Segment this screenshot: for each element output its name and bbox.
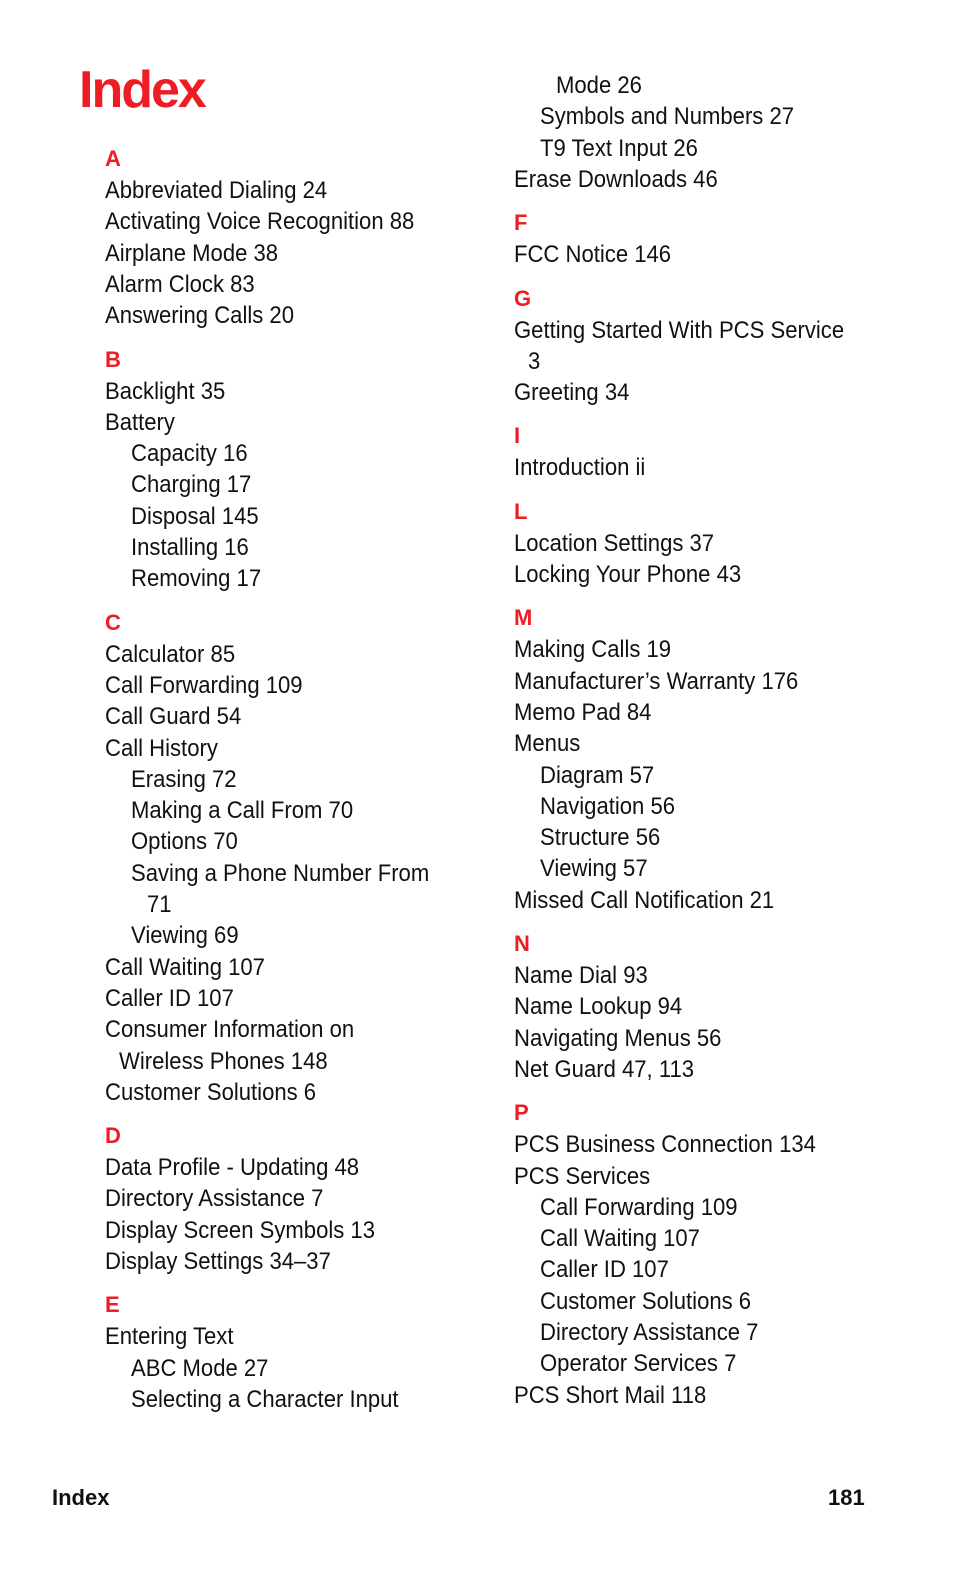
index-subentry: Call Waiting 107 [540,1225,700,1253]
index-letter-heading: N [514,931,530,956]
index-entry: Caller ID 107 [105,984,234,1012]
index-subentry: Charging 17 [131,471,252,499]
index-entry: FCC Notice 146 [514,241,672,269]
index-subentry-continuation: 71 [147,891,172,918]
index-entry: Introduction ii [514,454,646,482]
index-entry-continuation: 3 [528,347,541,375]
index-entry: Greeting 34 [514,379,630,407]
index-subentry: Symbols and Numbers 27 [540,103,795,131]
index-entry: Answering Calls 20 [105,302,295,330]
index-letter-heading: B [105,346,121,372]
index-entry: PCS Services [514,1162,651,1190]
index-entry: PCS Short Mail 118 [514,1381,707,1409]
index-subentry: ABC Mode 27 [131,1354,269,1382]
index-letter-heading: P [514,1100,529,1126]
index-entry: Battery [105,408,175,436]
index-letter-heading: D [105,1123,121,1149]
page-title: Index [79,61,205,119]
index-entry: Call Waiting 107 [105,953,265,981]
index-subentry: Disposal 145 [131,502,259,530]
index-entry: Backlight 35 [105,377,226,405]
index-subentry: Installing 16 [131,534,249,561]
index-entry: PCS Business Connection 134 [514,1131,816,1159]
index-letter-heading: F [514,210,528,236]
footer-page-number: 181 [828,1485,865,1510]
footer-section-title: Index [52,1485,110,1510]
index-entry: Manufacturer’s Warranty 176 [514,667,799,695]
index-entry: Getting Started With PCS Service [514,316,845,344]
index-entry-continuation: Wireless Phones 148 [119,1047,328,1075]
index-subentry: Directory Assistance 7 [540,1319,759,1346]
index-subentry: Operator Services 7 [540,1350,737,1378]
index-entry: Navigating Menus 56 [514,1024,722,1052]
index-subentry: Call Forwarding 109 [540,1193,738,1221]
index-entry: Making Calls 19 [514,636,672,664]
index-letter-heading: I [514,423,521,449]
index-entry: Call Forwarding 109 [105,671,303,699]
index-letter-heading: G [514,285,532,311]
index-letter-heading: E [105,1292,120,1318]
index-entry: Directory Assistance 7 [105,1185,324,1213]
index-letter-heading: L [514,498,528,524]
index-subentry: Removing 17 [131,565,262,593]
index-entry: Locking Your Phone 43 [514,561,742,588]
index-subentry: Viewing 69 [131,922,239,950]
index-letter-heading: C [105,609,121,635]
index-entry: Location Settings 37 [514,529,715,557]
index-subentry: Diagram 57 [540,761,655,789]
index-subentry: Saving a Phone Number From [131,859,430,887]
index-entry: Activating Voice Recognition 88 [105,208,415,236]
index-entry: Data Profile - Updating 48 [105,1154,360,1182]
index-subentry: Viewing 57 [540,855,648,883]
index-subentry: Structure 56 [540,824,661,852]
index-subentry: Selecting a Character Input [131,1385,399,1413]
index-entry: Display Screen Symbols 13 [105,1216,375,1244]
index-subentry: Capacity 16 [131,440,248,468]
index-entry: Calculator 85 [105,640,236,668]
index-letter-heading: A [105,146,121,171]
index-entry: Call History [105,734,218,762]
index-entry: Entering Text [105,1323,234,1351]
index-subentry: Making a Call From 70 [131,797,354,825]
index-entry: Name Lookup 94 [514,993,683,1021]
index-entry: Net Guard 47, 113 [514,1055,695,1083]
index-entry: Erase Downloads 46 [514,165,718,193]
index-entry: Abbreviated Dialing 24 [105,177,328,204]
index-subentry: Options 70 [131,828,238,856]
index-letter-heading: M [514,605,533,631]
index-subentry: Customer Solutions 6 [540,1287,752,1315]
index-subentry-continuation: Mode 26 [556,72,642,99]
index-entry: Alarm Clock 83 [105,270,255,298]
index-entry: Name Dial 93 [514,962,648,989]
index-subentry: T9 Text Input 26 [540,134,698,162]
index-entry: Menus [514,730,581,758]
index-entry: Display Settings 34–37 [105,1248,331,1275]
index-entry: Airplane Mode 38 [105,239,279,267]
index-entry: Missed Call Notification 21 [514,886,775,914]
index-entry: Call Guard 54 [105,703,242,731]
index-entry: Memo Pad 84 [514,698,652,726]
index-entry: Consumer Information on [105,1016,355,1044]
index-entry: Customer Solutions 6 [105,1078,317,1106]
index-subentry: Caller ID 107 [540,1256,669,1284]
index-subentry: Erasing 72 [131,765,237,793]
index-subentry: Navigation 56 [540,792,676,820]
